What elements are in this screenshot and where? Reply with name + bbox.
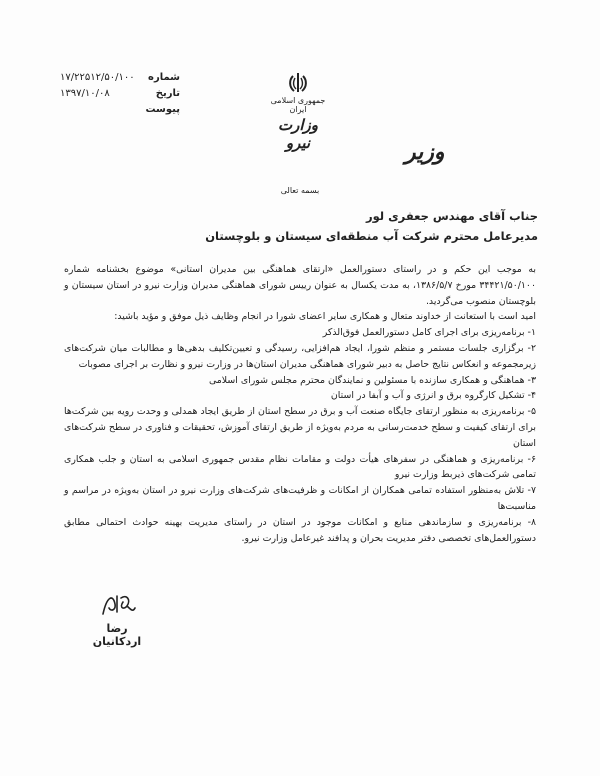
recipient-position: مدیرعامل محترم شرکت آب منطقه‌ای سیستان و بلوچستان	[205, 229, 538, 243]
emblem	[268, 72, 328, 152]
list-item: ۷- تلاش به‌منظور استفاده تمامی همکاران از امکانات و ظرفیت‌های شرکت‌های وزارت نیرو در استان به‌ویژه در مراسم و مناسبت‌ها	[64, 485, 536, 512]
duties-list	[64, 325, 536, 546]
intro-paragraph: به موجب این حکم و در راستای دستورالعمل «ارتقای هماهنگی بین مدیران استانی» موضوع بخشنامه شماره ۳۴۴۲۱/۵۰/۱۰۰ مورخ ۱۳۸۶/۵/۷، به مدت یکسال به عنوان رییس شورای هماهنگی مدیران وزارت نیرو در استان سیستان و بلوچستان منصوب می‌گردید.	[64, 264, 536, 307]
hope-paragraph: امید است با استعانت از خداوند متعال و همکاری سایر اعضای شورا در انجام وظایف ذیل موفق و مؤید باشید:	[114, 311, 536, 323]
list-item: ۱- برنامه‌ریزی برای اجرای کامل دستورالعمل فوق‌الذکر	[322, 327, 536, 339]
list-item: ۲- برگزاری جلسات مستمر و منظم شورا، ایجاد هم‌افزایی، رسیدگی و تعیین‌تکلیف بدهی‌ها و مطالبات میان شرکت‌های زیرمجموعه و انعکاس نتایج حاصل به دبیر شورای هماهنگی مدیران استان‌ها در وزارت نیرو و نظارت بر اجرای مصوبات	[64, 342, 536, 370]
handwritten-signature	[97, 590, 137, 620]
list-item: ۴- تشکیل کارگروه برق و انرژی و آب و آبفا در استان	[330, 390, 536, 402]
ministry-name: وزارت نیرو	[277, 116, 319, 152]
attachment-label: پیوست	[145, 104, 180, 115]
list-item: ۵- برنامه‌ریزی به منظور ارتقای جایگاه صنعت آب و برق در سطح استان از طریق ایجاد همدلی و وحدت رویه بین شرکت‌ها برای ارتقای کیفیت و سطح خدمت‌رسانی به مردم به‌ویژه از طریق ارتقای آموزش، تحقیقات و فناوری در سطح شرکت‌های استان	[64, 406, 536, 449]
iran-emblem-icon	[286, 72, 310, 94]
signature-block	[82, 590, 152, 648]
recipient-name: جناب آقای مهندس جعفری لور	[365, 209, 538, 223]
number-row	[60, 70, 180, 86]
list-item: ۳- هماهنگی و همکاری سازنده با مسئولین و نمایندگان محترم مجلس شورای اسلامی	[208, 374, 536, 386]
letter-body	[64, 262, 536, 546]
list-item: ۸- برنامه‌ریزی و سازماندهی منابع و امکانات موجود در استان در راستای مدیریت بهینه حوادث احتمالی مطابق دستورالعمل‌های تخصصی دفتر مدیریت بحران و پدافند غیرعامل وزارت نیرو.	[64, 516, 536, 544]
date-value: ۱۳۹۷/۱۰/۰۸	[60, 88, 110, 99]
recipient	[205, 206, 538, 246]
attachment-row	[60, 102, 180, 118]
number-value: ۱۷/۲۲۵۱۲/۵۰/۱۰۰	[60, 72, 135, 83]
title: وزیر	[405, 140, 445, 165]
list-item: ۶- برنامه‌ریزی و هماهنگی در سفرهای هیأت دولت و مقامات نظام مقدس جمهوری اسلامی به استان و جلب همکاری تمامی شرکت‌های ذیربط وزارت نیرو	[64, 453, 536, 481]
letter-meta	[60, 70, 180, 118]
basmala: بسمه تعالی	[280, 186, 320, 195]
number-label: شماره	[148, 72, 180, 83]
date-row	[60, 86, 180, 102]
signer-name: رضا اردکانیان	[92, 622, 142, 648]
republic-text: جمهوری اسلامی ایران	[270, 96, 326, 114]
date-label: تاریخ	[155, 88, 180, 99]
